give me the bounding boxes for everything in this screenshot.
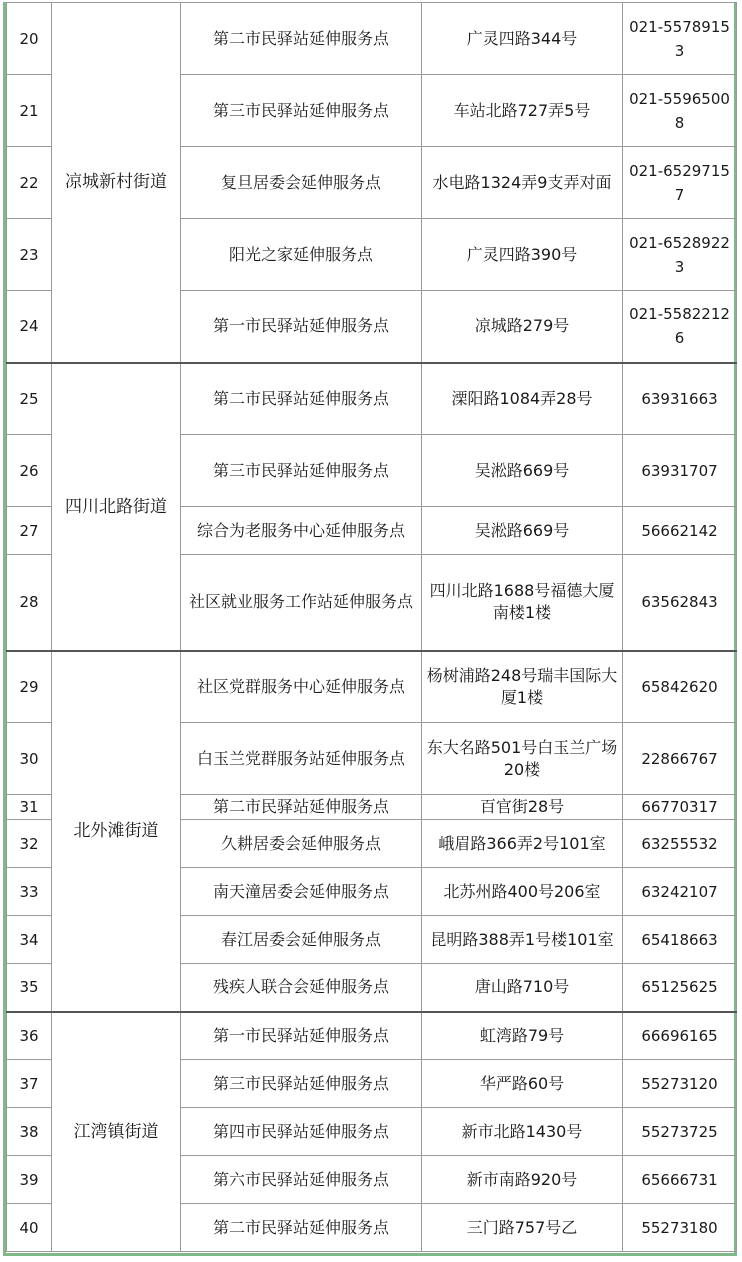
service-point-name-cell: 第二市民驿站延伸服务点 xyxy=(181,795,422,820)
table-row xyxy=(7,363,737,435)
address-cell: 溧阳路1084弄28号 xyxy=(422,363,623,435)
table-row xyxy=(7,1012,737,1060)
phone-cell: 021-55789153 xyxy=(623,3,737,75)
row-number-cell: 30 xyxy=(7,723,52,795)
phone-cell: 66696165 xyxy=(623,1012,737,1060)
district-cell: 凉城新村街道 xyxy=(52,3,181,363)
row-number-cell: 24 xyxy=(7,291,52,363)
phone-cell: 021-65289223 xyxy=(623,219,737,291)
service-point-name-cell: 阳光之家延伸服务点 xyxy=(181,219,422,291)
address-cell: 新市南路920号 xyxy=(422,1156,623,1204)
table-row xyxy=(7,651,737,723)
address-cell: 吴淞路669号 xyxy=(422,435,623,507)
phone-cell: 65666731 xyxy=(623,1156,737,1204)
service-point-name-cell: 第二市民驿站延伸服务点 xyxy=(181,363,422,435)
service-point-name-cell: 社区就业服务工作站延伸服务点 xyxy=(181,555,422,651)
service-point-name-cell: 白玉兰党群服务站延伸服务点 xyxy=(181,723,422,795)
address-cell: 广灵四路344号 xyxy=(422,3,623,75)
phone-cell: 63255532 xyxy=(623,820,737,868)
phone-cell: 63931663 xyxy=(623,363,737,435)
row-number-cell: 20 xyxy=(7,3,52,75)
row-number-cell: 39 xyxy=(7,1156,52,1204)
service-point-name-cell: 社区党群服务中心延伸服务点 xyxy=(181,651,422,723)
address-cell: 峨眉路366弄2号101室 xyxy=(422,820,623,868)
address-cell: 北苏州路400号206室 xyxy=(422,868,623,916)
phone-cell: 63931707 xyxy=(623,435,737,507)
row-number-cell: 26 xyxy=(7,435,52,507)
service-point-name-cell: 第二市民驿站延伸服务点 xyxy=(181,3,422,75)
row-number-cell: 21 xyxy=(7,75,52,147)
row-number-cell: 27 xyxy=(7,507,52,555)
address-cell: 东大名路501号白玉兰广场20楼 xyxy=(422,723,623,795)
address-cell: 吴淞路669号 xyxy=(422,507,623,555)
district-cell: 北外滩街道 xyxy=(52,651,181,1012)
row-number-cell: 38 xyxy=(7,1108,52,1156)
service-point-name-cell: 久耕居委会延伸服务点 xyxy=(181,820,422,868)
phone-cell: 66770317 xyxy=(623,795,737,820)
row-number-cell: 32 xyxy=(7,820,52,868)
phone-cell: 22866767 xyxy=(623,723,737,795)
service-point-name-cell: 第三市民驿站延伸服务点 xyxy=(181,1060,422,1108)
service-points-table xyxy=(6,2,737,1252)
address-cell: 凉城路279号 xyxy=(422,291,623,363)
address-cell: 虹湾路79号 xyxy=(422,1012,623,1060)
row-number-cell: 35 xyxy=(7,964,52,1012)
address-cell: 新市北路1430号 xyxy=(422,1108,623,1156)
table-body xyxy=(7,3,737,1252)
row-number-cell: 28 xyxy=(7,555,52,651)
phone-cell: 65125625 xyxy=(623,964,737,1012)
row-number-cell: 23 xyxy=(7,219,52,291)
address-cell: 车站北路727弄5号 xyxy=(422,75,623,147)
phone-cell: 55273180 xyxy=(623,1204,737,1252)
row-number-cell: 40 xyxy=(7,1204,52,1252)
address-cell: 杨树浦路248号瑞丰国际大厦1楼 xyxy=(422,651,623,723)
row-number-cell: 34 xyxy=(7,916,52,964)
phone-cell: 63562843 xyxy=(623,555,737,651)
address-cell: 百官街28号 xyxy=(422,795,623,820)
service-point-name-cell: 第二市民驿站延伸服务点 xyxy=(181,1204,422,1252)
phone-cell: 021-65297157 xyxy=(623,147,737,219)
service-point-name-cell: 第六市民驿站延伸服务点 xyxy=(181,1156,422,1204)
row-number-cell: 29 xyxy=(7,651,52,723)
row-number-cell: 37 xyxy=(7,1060,52,1108)
service-point-name-cell: 南天潼居委会延伸服务点 xyxy=(181,868,422,916)
service-point-name-cell: 第一市民驿站延伸服务点 xyxy=(181,1012,422,1060)
row-number-cell: 31 xyxy=(7,795,52,820)
service-point-name-cell: 第一市民驿站延伸服务点 xyxy=(181,291,422,363)
row-number-cell: 22 xyxy=(7,147,52,219)
phone-cell: 65842620 xyxy=(623,651,737,723)
district-cell: 四川北路街道 xyxy=(52,363,181,651)
phone-cell: 55273725 xyxy=(623,1108,737,1156)
table-row xyxy=(7,3,737,75)
phone-cell: 65418663 xyxy=(623,916,737,964)
address-cell: 华严路60号 xyxy=(422,1060,623,1108)
row-number-cell: 25 xyxy=(7,363,52,435)
district-cell: 江湾镇街道 xyxy=(52,1012,181,1252)
service-point-name-cell: 第三市民驿站延伸服务点 xyxy=(181,75,422,147)
address-cell: 三门路757号乙 xyxy=(422,1204,623,1252)
phone-cell: 55273120 xyxy=(623,1060,737,1108)
service-point-name-cell: 春江居委会延伸服务点 xyxy=(181,916,422,964)
phone-cell: 56662142 xyxy=(623,507,737,555)
address-cell: 水电路1324弄9支弄对面 xyxy=(422,147,623,219)
service-point-name-cell: 第三市民驿站延伸服务点 xyxy=(181,435,422,507)
service-point-name-cell: 复旦居委会延伸服务点 xyxy=(181,147,422,219)
row-number-cell: 33 xyxy=(7,868,52,916)
phone-cell: 63242107 xyxy=(623,868,737,916)
address-cell: 唐山路710号 xyxy=(422,964,623,1012)
service-point-name-cell: 残疾人联合会延伸服务点 xyxy=(181,964,422,1012)
phone-cell: 021-55822126 xyxy=(623,291,737,363)
row-number-cell: 36 xyxy=(7,1012,52,1060)
address-cell: 昆明路388弄1号楼101室 xyxy=(422,916,623,964)
service-point-name-cell: 综合为老服务中心延伸服务点 xyxy=(181,507,422,555)
phone-cell: 021-55965008 xyxy=(623,75,737,147)
service-point-name-cell: 第四市民驿站延伸服务点 xyxy=(181,1108,422,1156)
address-cell: 四川北路1688号福德大厦南楼1楼 xyxy=(422,555,623,651)
address-cell: 广灵四路390号 xyxy=(422,219,623,291)
